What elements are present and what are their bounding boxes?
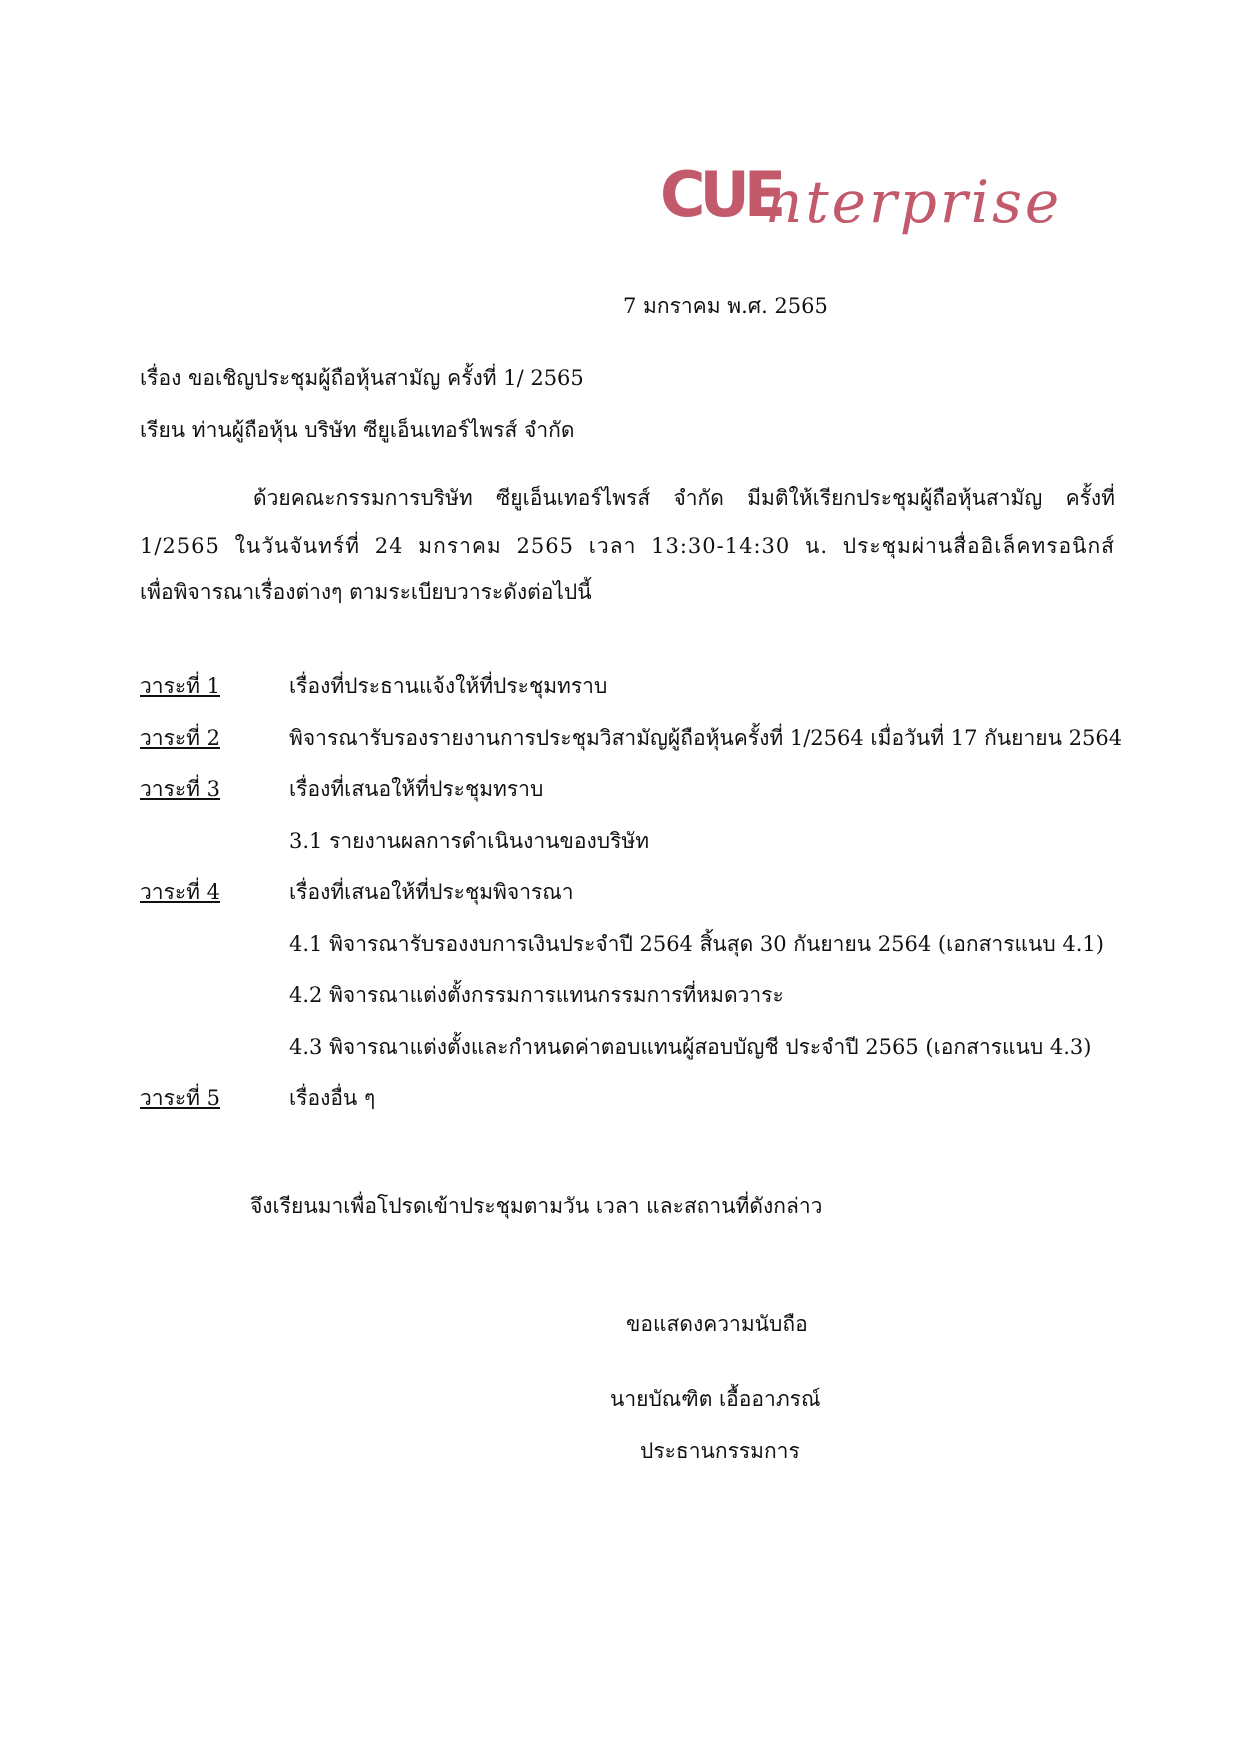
letter-subject: เรื่อง ขอเชิญประชุมผู้ถือหุ้นสามัญ ครั้งที่ 1/ 2565 <box>140 366 584 390</box>
agenda-sub-4-2: 4.2 พิจารณาแต่งตั้งกรรมการแทนกรรมการที่หมดวาระ <box>289 983 784 1007</box>
letter-recipient: เรียน ท่านผู้ถือหุ้น บริษัท ซียูเอ็นเทอร์ไพรส์ จำกัด <box>140 418 575 442</box>
agenda-text-3: เรื่องที่เสนอให้ที่ประชุมทราบ <box>289 777 544 801</box>
agenda-label-5: วาระที่ 5 <box>140 1086 221 1110</box>
agenda-sub-4-3: 4.3 พิจารณาแต่งตั้งและกำหนดค่าตอบแทนผู้สอบบัญชี ประจำปี 2565 (เอกสารแนบ 4.3) <box>289 1035 1092 1059</box>
agenda-label-4: วาระที่ 4 <box>140 880 221 904</box>
signature-regards: ขอแสดงความนับถือ <box>626 1312 808 1336</box>
company-logo <box>660 158 1100 258</box>
agenda-text-4: เรื่องที่เสนอให้ที่ประชุมพิจารณา <box>289 880 574 904</box>
agenda-label-3: วาระที่ 3 <box>140 777 221 801</box>
signature-title: ประธานกรรมการ <box>640 1439 800 1463</box>
paragraph-line-3: เพื่อพิจารณาเรื่องต่างๆ ตามระเบียบวาระดังต่อไปนี้ <box>140 580 592 604</box>
agenda-label-1: วาระที่ 1 <box>140 674 221 698</box>
paragraph-line-2: 1/2565 ในวันจันทร์ที่ 24 มกราคม 2565 เวลา 13:30-14:30 น. ประชุมผ่านสื่ออิเล็คทรอนิกส์ <box>140 534 1115 558</box>
agenda-text-1: เรื่องที่ประธานแจ้งให้ที่ประชุมทราบ <box>289 674 608 698</box>
agenda-sub-3-1: 3.1 รายงานผลการดำเนินงานของบริษัท <box>289 829 650 853</box>
signature-name: นายบัณฑิต เอื้ออาภรณ์ <box>610 1387 821 1411</box>
agenda-label-2: วาระที่ 2 <box>140 726 221 750</box>
logo-mark: CUE <box>660 158 781 231</box>
paragraph-line-1: ด้วยคณะกรรมการบริษัท ซียูเอ็นเทอร์ไพรส์ จำกัด มีมติให้เรียกประชุมผู้ถือหุ้นสามัญ ครั้งที่ <box>253 486 1115 510</box>
agenda-text-2: พิจารณารับรองรายงานการประชุมวิสามัญผู้ถือหุ้นครั้งที่ 1/2564 เมื่อวันที่ 17 กันยายน 2564 <box>289 726 1123 750</box>
agenda-sub-4-1: 4.1 พิจารณารับรองงบการเงินประจำปี 2564 สิ้นสุด 30 กันยายน 2564 (เอกสารแนบ 4.1) <box>289 932 1104 956</box>
logo-script: nterprise <box>765 168 1063 236</box>
closing-sentence: จึงเรียนมาเพื่อโปรดเข้าประชุมตามวัน เวลา และสถานที่ดังกล่าว <box>250 1194 823 1218</box>
letter-date: 7 มกราคม พ.ศ. 2565 <box>623 294 828 318</box>
agenda-text-5: เรื่องอื่น ๆ <box>289 1086 376 1110</box>
